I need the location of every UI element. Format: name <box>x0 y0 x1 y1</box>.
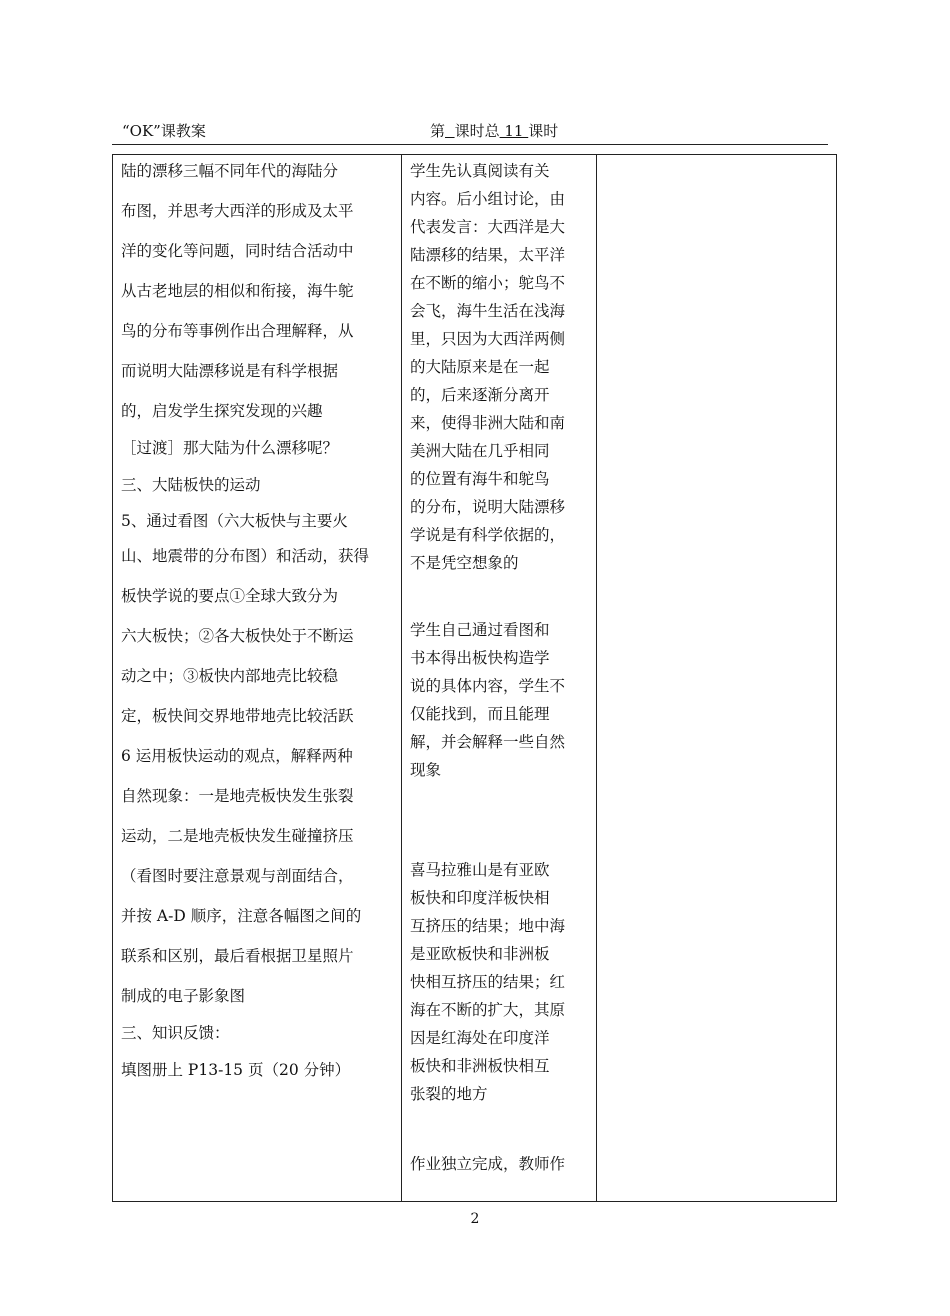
notes-column <box>596 155 836 1201</box>
text-line: 美洲大陆在几乎相同 <box>410 442 550 460</box>
text-line: 不是凭空想象的 <box>410 554 519 572</box>
text-line: 互挤压的结果；地中海 <box>410 917 566 935</box>
text-line: 并按 A-D 顺序，注意各幅图之间的 <box>121 907 362 925</box>
text-line: 张裂的地方 <box>410 1085 488 1103</box>
text-line: 内容。后小组讨论，由 <box>410 190 566 208</box>
page-header <box>112 118 828 145</box>
lesson-table <box>112 154 837 1202</box>
text-line: 书本得出板快构造学 <box>410 649 550 667</box>
text-line: 作业独立完成，教师作 <box>410 1155 566 1173</box>
text-line: 六大板快；②各大板快处于不断运 <box>121 627 354 645</box>
text-line: 而说明大陆漂移说是有科学根据 <box>121 362 339 380</box>
text-line: 的，启发学生探究发现的兴趣 <box>121 402 323 420</box>
text-line: 定，板快间交界地带地壳比较活跃 <box>121 707 354 725</box>
text-line: 填图册上 P13-15 页（20 分钟） <box>121 1061 351 1079</box>
text-line: 从古老地层的相似和衔接，海牛鸵 <box>121 282 354 300</box>
text-line: 鸟的分布等事例作出合理解释，从 <box>121 322 354 340</box>
text-line: 制成的电子影象图 <box>121 987 246 1005</box>
lesson-number-blank <box>445 122 455 140</box>
text-line: 自然现象：一是地壳板快发生张裂 <box>121 787 354 805</box>
text-line: 运动，二是地壳板快发生碰撞挤压 <box>121 827 354 845</box>
text-line: 代表发言：大西洋是大 <box>410 218 566 236</box>
text-line: 来，使得非洲大陆和南 <box>410 414 566 432</box>
text-line: 陆的漂移三幅不同年代的海陆分 <box>121 162 339 180</box>
text-line: 板快学说的要点①全球大致分为 <box>121 587 339 605</box>
text-line: 喜马拉雅山是有亚欧 <box>410 861 550 879</box>
text-line: ［过渡］那大陆为什么漂移呢？ <box>121 439 339 457</box>
text-line: 仅能找到，而且能理 <box>410 705 550 723</box>
text-line: 在不断的缩小；鸵鸟不 <box>410 274 566 292</box>
text-line: （看图时要注意景观与剖面结合， <box>121 867 354 885</box>
text-line: 海在不断的扩大，其原 <box>410 1001 566 1019</box>
text-line: 陆漂移的结果，太平洋 <box>410 246 566 264</box>
text-line: 洋的变化等问题，同时结合活动中 <box>121 242 354 260</box>
text-line: 的位置有海牛和鸵鸟 <box>410 470 550 488</box>
text-line: 解，并会解释一些自然 <box>410 733 566 751</box>
text-line: 山、地震带的分布图）和活动，获得 <box>121 547 370 565</box>
text-line: 学生自己通过看图和 <box>410 621 550 639</box>
text-line: 的大陆原来是在一起 <box>410 358 550 376</box>
text-line: 现象 <box>410 761 442 779</box>
text-line: 三、知识反馈： <box>121 1024 230 1042</box>
text-line: 动之中；③板快内部地壳比较稳 <box>121 667 339 685</box>
text-line: 6 运用板快运动的观点，解释两种 <box>121 747 353 765</box>
text-line: 是亚欧板快和非洲板 <box>410 945 550 963</box>
header-lesson-count: 第 课时总 11 课时 <box>430 122 559 140</box>
text-line: 板快和印度洋板快相 <box>410 889 550 907</box>
total-lessons-number: 11 <box>499 122 529 140</box>
text-line: 里，只因为大西洋两侧 <box>410 330 566 348</box>
text-line: 5、通过看图（六大板快与主要火 <box>121 512 348 530</box>
text-line: 板快和非洲板快相互 <box>410 1057 550 1075</box>
text-line: 联系和区别，最后看根据卫星照片 <box>121 947 354 965</box>
header-title: “OK”课教案 <box>122 122 206 140</box>
text-line: 布图，并思考大西洋的形成及太平 <box>121 202 354 220</box>
text-line: 因是红海处在印度洋 <box>410 1029 550 1047</box>
text-line: 的分布，说明大陆漂移 <box>410 498 566 516</box>
page-number: 2 <box>470 1211 480 1227</box>
text-line: 会飞，海牛生活在浅海 <box>410 302 566 320</box>
text-line: 学说是有科学依据的， <box>410 526 566 544</box>
text-line: 三、大陆板快的运动 <box>121 476 261 494</box>
text-line: 说的具体内容，学生不 <box>410 677 566 695</box>
teacher-activity-column <box>113 155 402 1201</box>
text-line: 学生先认真阅读有关 <box>410 162 550 180</box>
student-activity-column <box>401 155 597 1201</box>
text-line: 的，后来逐渐分离开 <box>410 386 550 404</box>
text-line: 快相互挤压的结果；红 <box>410 973 566 991</box>
